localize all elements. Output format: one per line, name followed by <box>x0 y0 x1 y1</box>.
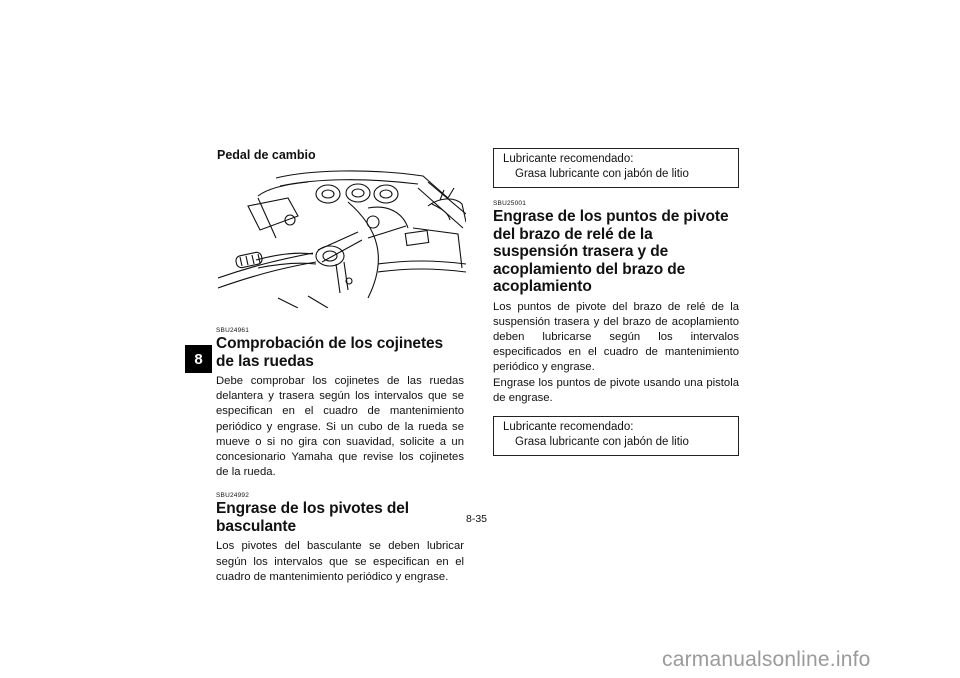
section-code: SBU24992 <box>216 492 250 500</box>
right-column <box>493 148 739 456</box>
section-text-grease-gun: Engrase los puntos de pivote usando una pistola de engrase. <box>493 376 739 404</box>
section-text-wheel-bearings: Debe comprobar los cojinetes de las ruedas delantera y trasera según los intervalos que se especifican en el cuadro de mantenimiento periódico y engrase. Si un cubo de la rueda se mueve o si no gira con suavidad, solicite a un concesionario Yamaha que revise los cojinetes de la rueda. <box>216 375 464 479</box>
watermark: carmanualsonline.info <box>662 648 871 671</box>
lubricant-label: Lubricante recomendado: <box>503 153 634 165</box>
lubricant-value: Grasa lubricante con jabón de litio <box>515 435 689 448</box>
lubricant-box <box>493 148 739 188</box>
lubricant-box <box>493 416 739 456</box>
section-code: SBU24961 <box>216 327 250 334</box>
section-code: SBU25001 <box>493 200 527 207</box>
left-column <box>216 148 464 585</box>
shift-pedal-illustration <box>218 168 466 308</box>
section-heading-wheel-bearings: Comprobación de los cojinetes de las ruedas <box>216 335 444 370</box>
section-heading-swingarm-pivots: Engrase de los pivotes del basculante <box>216 500 409 535</box>
lubricant-label: Lubricante recomendado: <box>503 420 634 433</box>
section-text-relay-arm: Los puntos de pivote del brazo de relé de la suspensión trasera y del brazo de acoplamiento deben lubricarse según los intervalos especificados en el cuadro de mantenimiento periódico y engrase. <box>493 300 739 374</box>
figure-title: Pedal de cambio <box>217 148 316 162</box>
lubricant-value: Grasa lubricante con jabón de litio <box>515 168 689 180</box>
section-text-swingarm-pivots: Los pivotes del basculante se deben lubricar según los intervalos que se especifican en el cuadro de mantenimiento periódico y engrase. <box>216 540 464 583</box>
page-number: 8-35 <box>466 513 488 525</box>
chapter-tab: 8 <box>185 345 212 373</box>
section-heading-relay-arm: Engrase de los puntos de pivote del brazo de relé de la suspensión trasera y de acoplamiento del brazo de acoplamiento <box>493 208 729 295</box>
